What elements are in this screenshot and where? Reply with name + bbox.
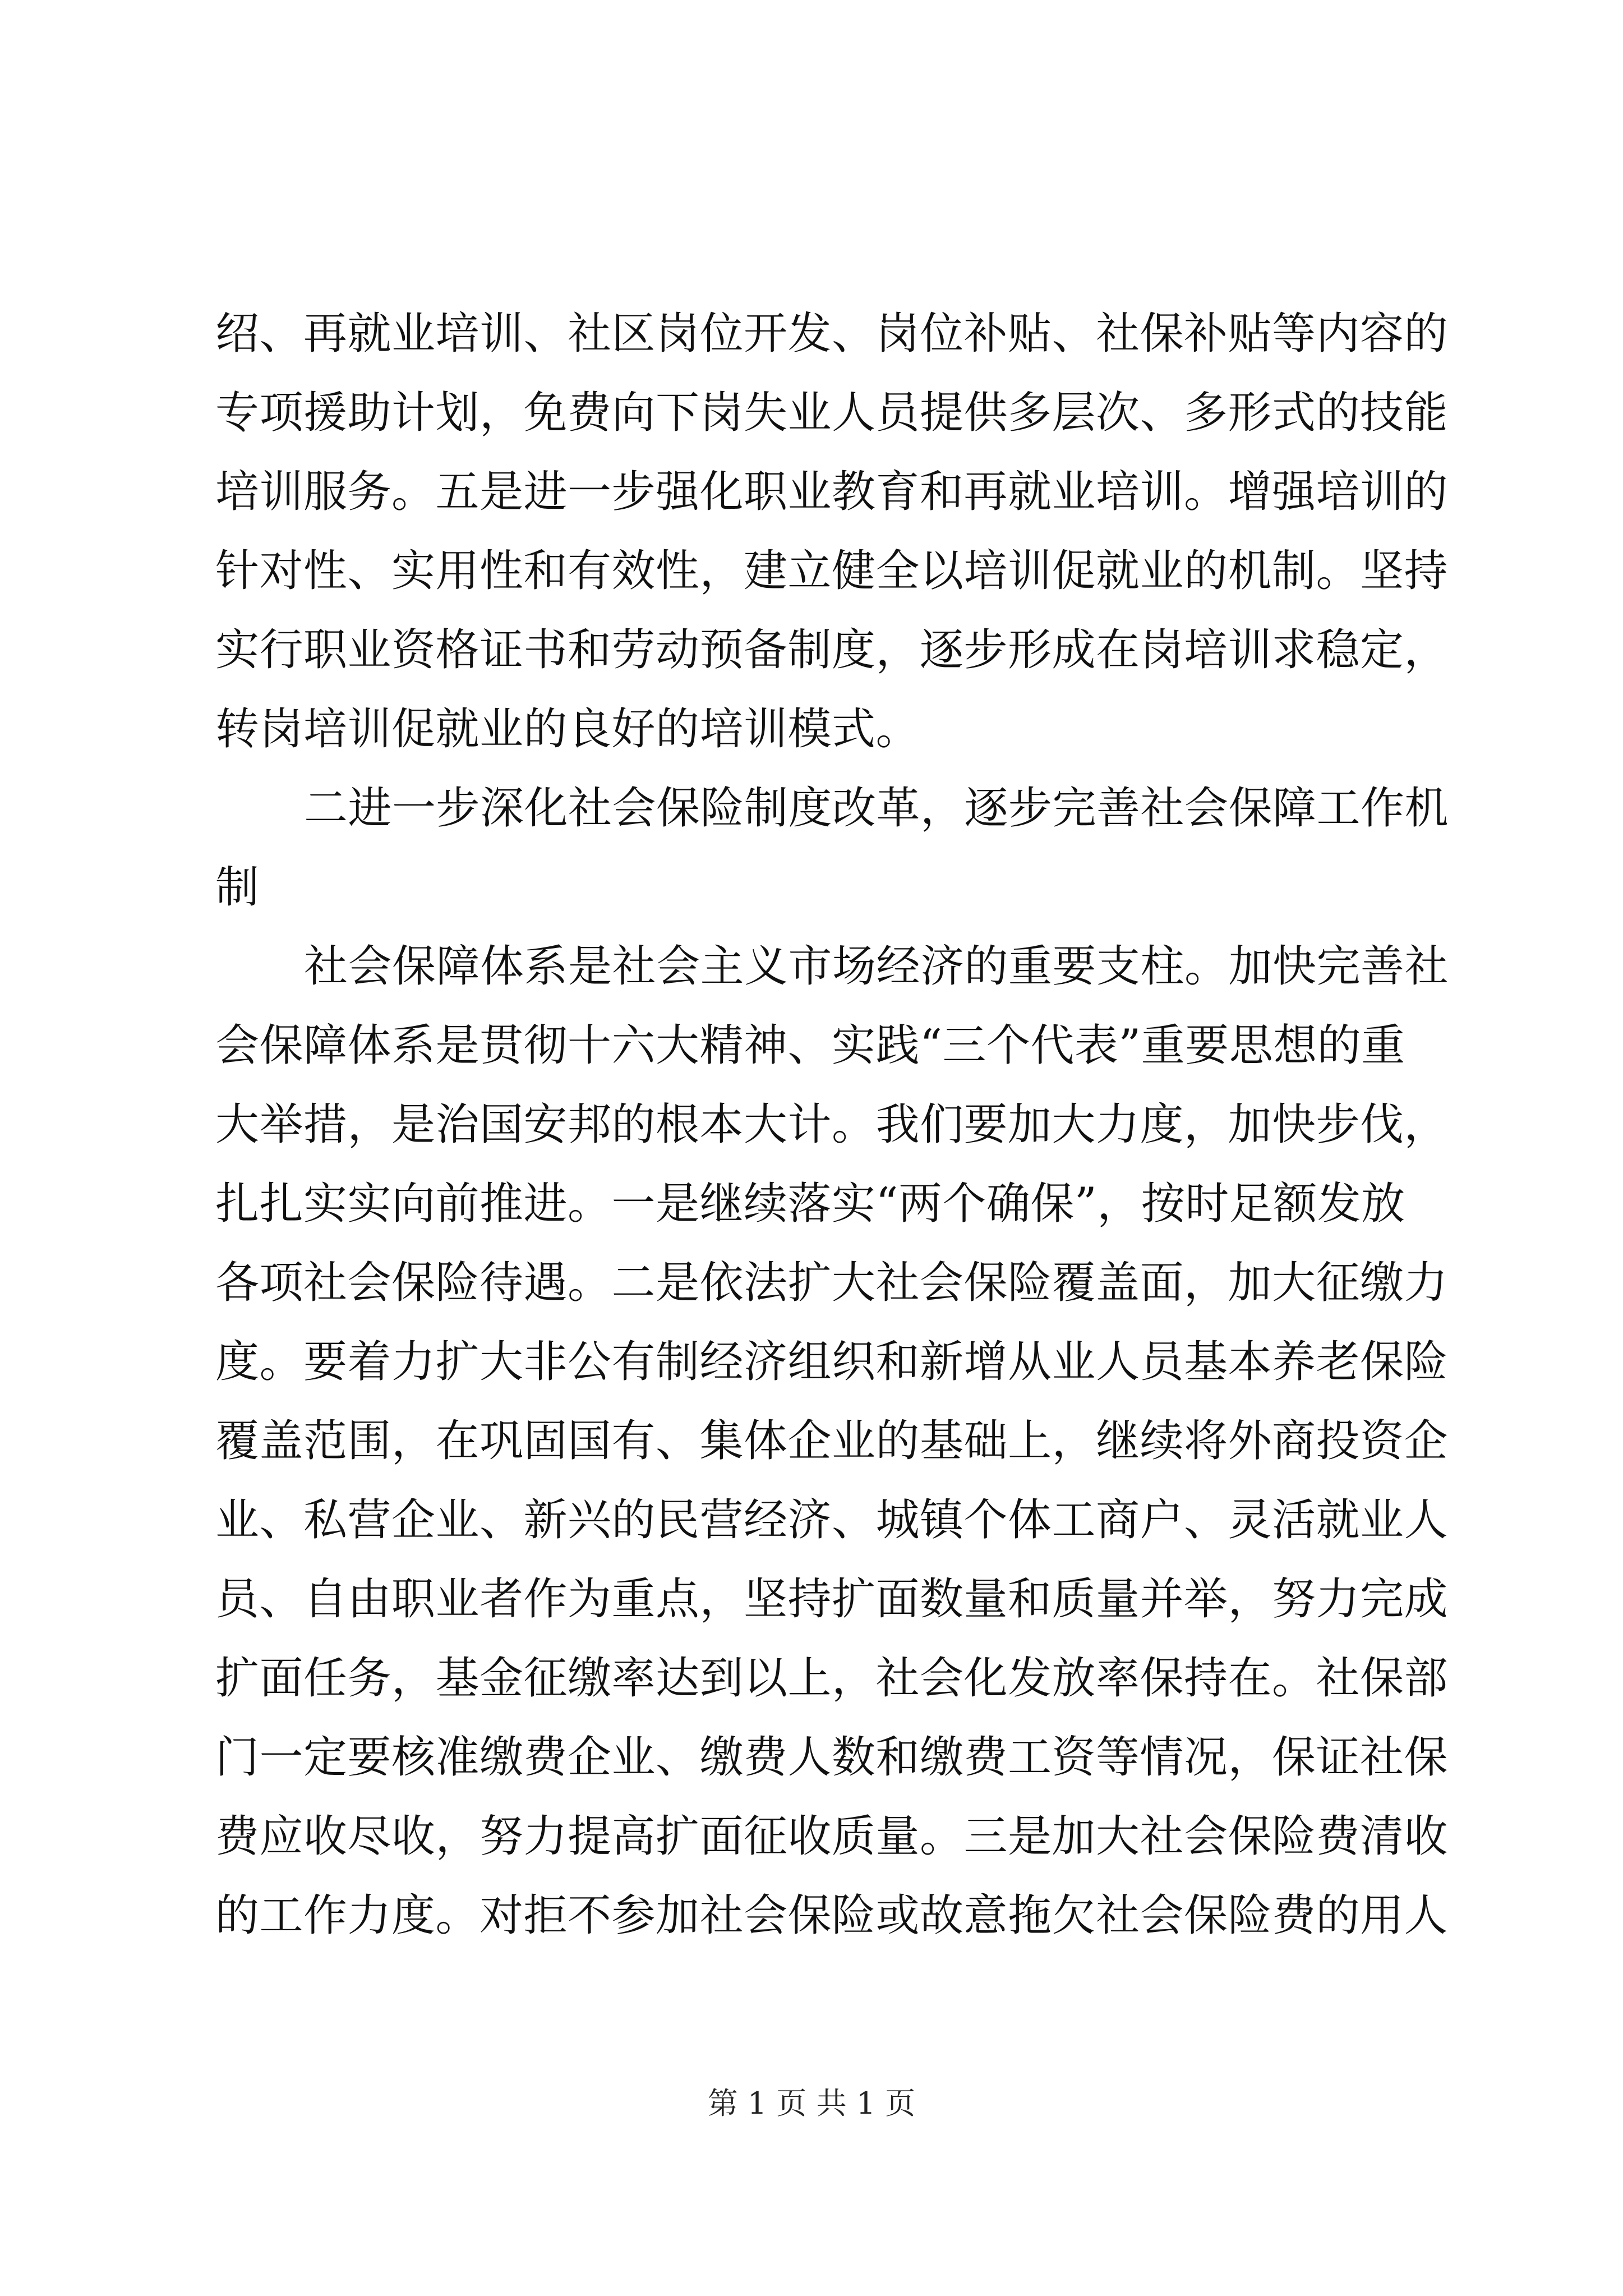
section-heading-continuation: 制: [215, 862, 260, 913]
page-number-label: 第 1 页 共 1 页: [707, 2086, 916, 2121]
text-line: 各项社会保险待遇。二是依法扩大社会保险覆盖面，加大征缴力: [215, 1258, 1449, 1308]
section-heading: 二进一步深化社会保险制度改革，逐步完善社会保障工作机: [304, 783, 1449, 834]
document-body: [215, 295, 1449, 1955]
text-line: 扎扎实实向前推进。一是继续落实“两个确保”，按时足额发放: [215, 1179, 1405, 1229]
text-line: 业、私营企业、新兴的民营经济、城镇个体工商户、灵活就业人: [215, 1495, 1449, 1545]
text-line: 会保障体系是贯彻十六大精神、实践“三个代表”重要思想的重: [215, 1020, 1405, 1071]
text-line: 度。要着力扩大非公有制经济组织和新增从业人员基本养老保险: [215, 1337, 1449, 1387]
text-line: 转岗培训促就业的良好的培训模式。: [215, 704, 920, 754]
text-line: 扩面任务，基金征缴率达到以上，社会化发放率保持在。社保部: [215, 1653, 1449, 1704]
text-line: 培训服务。五是进一步强化职业教育和再就业培训。增强培训的: [215, 467, 1449, 517]
text-line: 绍、再就业培训、社区岗位开发、岗位补贴、社保补贴等内容的: [215, 309, 1449, 359]
text-line: 员、自由职业者作为重点，坚持扩面数量和质量并举，努力完成: [215, 1574, 1449, 1625]
text-line: 费应收尽收，努力提高扩面征收质量。三是加大社会保险费清收: [215, 1811, 1449, 1862]
page-footer: [0, 2081, 1623, 2126]
text-line: 专项援助计划，免费向下岗失业人员提供多层次、多形式的技能: [215, 388, 1449, 438]
text-line: 的工作力度。对拒不参加社会保险或故意拖欠社会保险费的用人: [215, 1890, 1449, 1941]
text-line: 覆盖范围，在巩固国有、集体企业的基础上，继续将外商投资企: [215, 1416, 1449, 1466]
text-line: 门一定要核准缴费企业、缴费人数和缴费工资等情况，保证社保: [215, 1732, 1449, 1783]
text-line: 社会保障体系是社会主义市场经济的重要支柱。加快完善社: [304, 941, 1449, 992]
text-line: 实行职业资格证书和劳动预备制度，逐步形成在岗培训求稳定，: [215, 625, 1449, 675]
text-line: 大举措，是治国安邦的根本大计。我们要加大力度，加快步伐，: [215, 1099, 1449, 1150]
text-line: 针对性、实用性和有效性，建立健全以培训促就业的机制。坚持: [215, 546, 1449, 596]
